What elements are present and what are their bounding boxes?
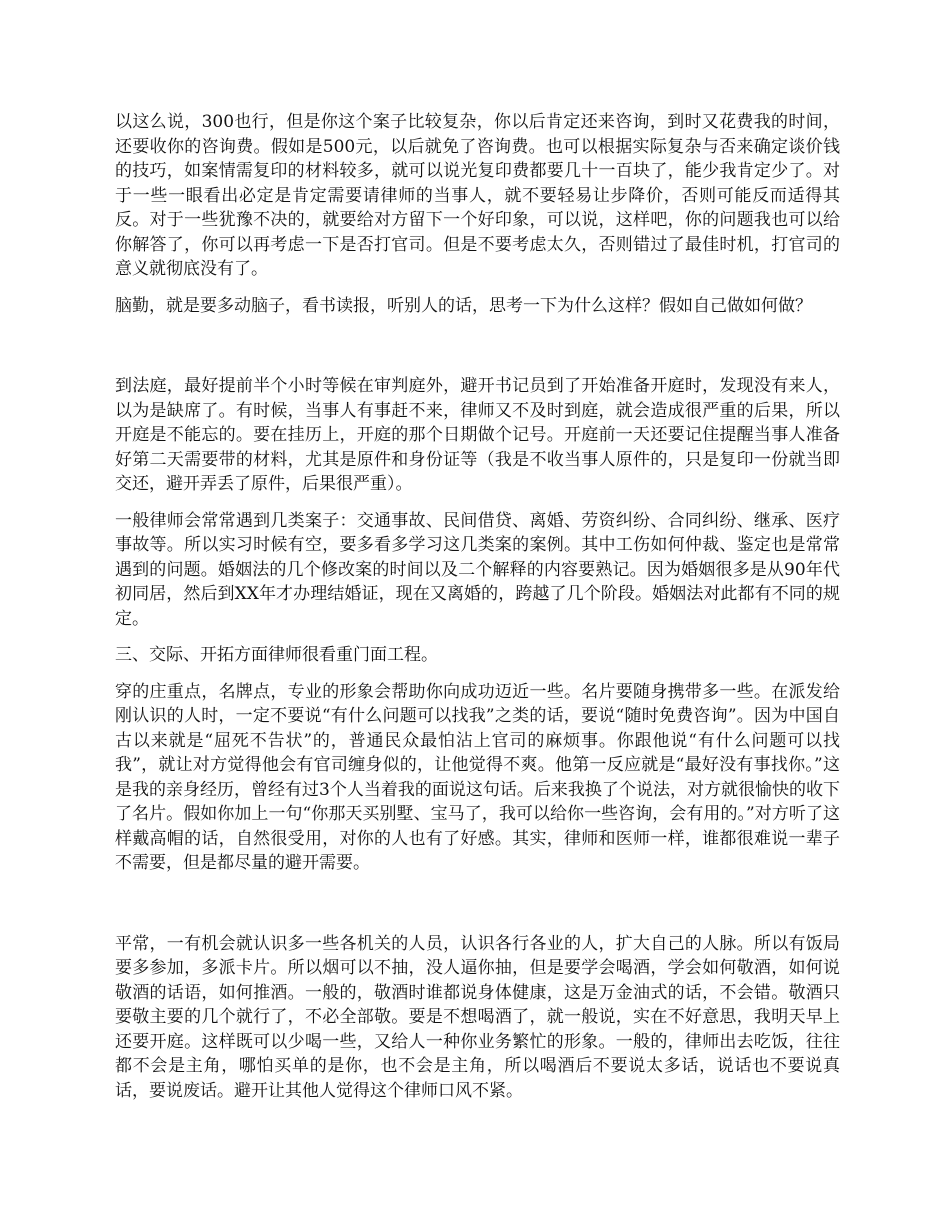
section-gap [115,888,840,932]
paragraph-case-types: 一般律师会常常遇到几类案子：交通事故、民间借贷、离婚、劳资纠纷、合同纠纷、继承、医疗事故等。所以实习时候有空，要多看多学习这几类案的案例。其中工伤如何仲裁、鉴定也是常常遇到的问题。婚姻法的几个修改案的时间以及二个解释的内容要熟记。因为婚姻很多是从90年代初同居，然后到XX年才办理结婚证，现在又离婚的，跨越了几个阶段。婚姻法对此都有不同的规定。 [115,510,840,629]
paragraph-consult-fee: 以这么说，300也行，但是你这个案子比较复杂，你以后肯定还来咨询，到时又花费我的时间，还要收你的咨询费。假如是500元，以后就免了咨询费。也可以根据实际复杂与否来确定谈价钱的技巧，如案情需复印的材料较多，就可以说光复印费都要几十一百块了，能少我肯定少了。对于一些一眼看出必定是肯定需要请律师的当事人，就不要轻易让步降价，否则可能反而适得其反。对于一些犹豫不决的，就要给对方留下一个好印象，可以说，这样吧，你的问题我也可以给你解答了，你可以再考虑一下是否打官司。但是不要考虑太久，否则错过了最佳时机，打官司的意义就彻底没有了。 [115,112,840,279]
section-heading-networking: 三、交际、开拓方面律师很看重门面工程。 [115,645,438,665]
paragraph-court-attendance: 到法庭，最好提前半个小时等候在审判庭外，避开书记员到了开始准备开庭时，发现没有来人，以为是缺席了。有时候，当事人有事赶不来，律师又不及时到庭，就会造成很严重的后果，所以开庭是不能忘的。要在挂历上，开庭的那个日期做个记号。开庭前一天还要记住提醒当事人准备好第二天需要带的材料，尤其是原件和身份证等（我是不收当事人原件的，只是复印一份就当即交还，避开弄丢了原件，后果很严重）。 [115,376,840,494]
paragraph-social-drinking: 平常，一有机会就认识多一些各机关的人员，认识各行各业的人，扩大自己的人脉。所以有饭局要多参加，多派卡片。所以烟可以不抽，没人逼你抽，但是要学会喝酒，学会如何敬酒，如何说敬酒的话语，如何推酒。一般的，敬酒时谁都说身体健康，这是万金油式的话，不会错。敬酒只要敬主要的几个就行了，不必全部敬。要是不想喝酒了，就一般说，实在不好意思，我明天早上还要开庭。这样既可以少喝一些，又给人一种你业务繁忙的形象。一般的，律师出去吃饭，往往都不会是主角，哪怕买单的是你，也不会是主角，所以喝酒后不要说太多话，说话也不要说真话，要说废话。避开让其他人觉得这个律师口风不紧。 [115,933,840,1101]
document-page [115,110,840,1115]
section-gap [115,330,840,374]
paragraph-brain-diligence: 脑勤，就是要多动脑子，看书读报，听别人的话，思考一下为什么这样？假如自己做如何做？ [115,295,812,316]
paragraph-appearance-cards: 穿的庄重点，名牌点，专业的形象会帮助你向成功迈近一些。名片要随身携带多一些。在派发给刚认识的人时，一定不要说“有什么问题可以找我”之类的话，要说“随时免费咨询”。因为中国自古以来就是“屈死不告状”的，普通民众最怕沾上官司的麻烦事。你跟他说“有什么问题可以找我”，就让对方觉得他会有官司缠身似的，让他觉得不爽。他第一反应就是“最好没有事找你。”这是我的亲身经历，曾经有过3个人当着我的面说这句话。后来我换了个说法，对方就很愉快的收下了名片。假如你加上一句“你那天买别墅、宝马了，我可以给你一些咨询，会有用的。”对方听了这样戴高帽的话，自然很受用，对你的人也有了好感。其实，律师和医师一样，谁都很难说一辈子不需要，但是都尽量的避开需要。 [115,681,840,873]
